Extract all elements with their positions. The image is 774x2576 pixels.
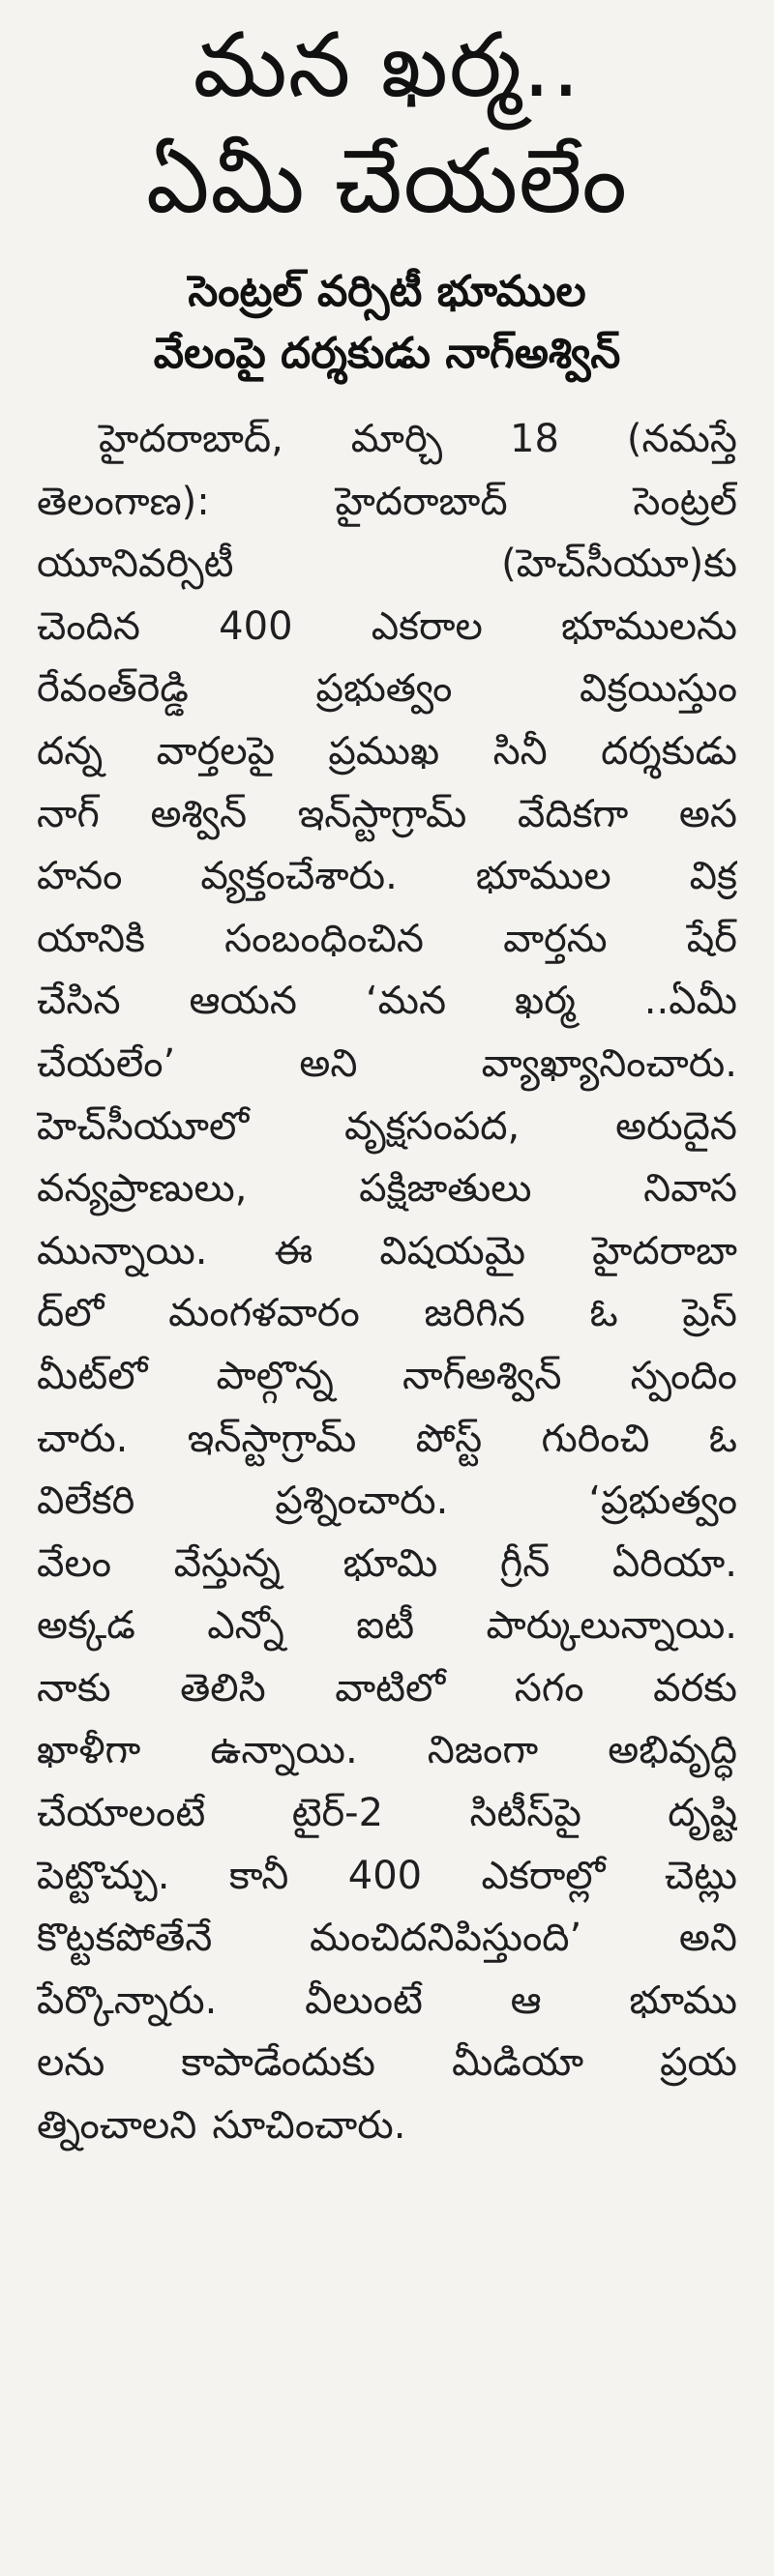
article-word: హైదరాబాద్,: [99, 417, 283, 461]
article-word: పోస్ట్: [415, 1416, 483, 1461]
article-line: [37, 1345, 737, 1408]
article-word: చేయలేం’: [37, 1040, 176, 1086]
article-word: సినీ: [492, 728, 548, 774]
article-word: యానికి: [37, 916, 145, 961]
article-line: [37, 970, 737, 1033]
article-word: నివాస: [643, 1166, 737, 1212]
subheadline: [37, 261, 737, 385]
article-word: చెందిన: [37, 603, 140, 649]
article-word: అభివృద్ధి: [608, 1728, 737, 1773]
article-word: మార్చి: [350, 417, 443, 461]
article-word: చేసిన: [37, 979, 121, 1024]
article-word: ఇన్‌స్టాగ్రామ్: [297, 791, 467, 836]
subheadline-line-1: సెంట్రల్ వర్సిటీ భూముల: [188, 267, 586, 316]
article-line: [37, 471, 737, 534]
article-word: ఏరియా.: [611, 1540, 737, 1586]
article-word: మంచిదనిపిస్తుంది’: [310, 1916, 582, 1961]
article-word: 18: [510, 417, 559, 461]
article-word: ఖర్మ: [515, 979, 576, 1024]
article-word: భూమి: [342, 1540, 438, 1586]
article-word: వరకు: [653, 1665, 737, 1711]
article-word: స్పందిం: [630, 1353, 737, 1398]
article-word: భూము: [629, 1977, 737, 2023]
article-line: [37, 1657, 737, 1720]
article-word: సెంట్రల్: [633, 479, 737, 524]
article-word: షేర్: [686, 916, 737, 961]
article-word: సగం: [514, 1665, 584, 1711]
article-word: హైదరాబా: [592, 1228, 737, 1273]
article-word: ప్రెస్: [682, 1291, 737, 1336]
article-word: మంగళవారం: [168, 1291, 360, 1336]
article-word: దృష్టి: [668, 1791, 737, 1836]
article-word: వ్యాఖ్యానించారు.: [481, 1040, 737, 1086]
article-line: [37, 1595, 737, 1657]
article-line: [37, 1719, 737, 1782]
article-word: ఎకరాల్లో: [481, 1853, 606, 1898]
article-word: నాగ్‌అశ్విన్: [402, 1353, 562, 1398]
article-word: వేలం: [37, 1540, 112, 1586]
article-word: యూనివర్సిటీ: [37, 542, 234, 587]
article-word: కాపాడేందుకు: [181, 2040, 375, 2086]
article-word: విషయమై: [379, 1228, 526, 1273]
article-word: అని: [678, 1916, 737, 1961]
article-line: [37, 1533, 737, 1595]
article-word: సంబంధించిన: [224, 916, 424, 961]
article-word: ఓ: [589, 1291, 618, 1336]
article-word: ఖాళీగా: [37, 1728, 141, 1773]
article-word: వ్యక్తంచేశారు.: [200, 854, 398, 899]
article-word: వేస్తున్న: [173, 1540, 281, 1586]
article-word: పక్షిజాతులు: [359, 1166, 532, 1212]
article-word: చారు.: [37, 1416, 129, 1461]
article-word: పార్కులున్నాయి.: [486, 1603, 737, 1649]
article-word: విక్రయిస్తుం: [580, 666, 737, 712]
article-word: వార్తను: [503, 916, 608, 961]
subheadline-line-2: వేలంపై దర్శకుడు నాగ్అశ్విన్: [153, 329, 621, 378]
article-word: ద్‌లో: [37, 1291, 104, 1336]
article-line: [37, 1033, 737, 1096]
article-word: వేదికగా: [517, 791, 629, 836]
article-line: [37, 845, 737, 908]
article-line: [37, 658, 737, 720]
article-word: వన్యప్రాణులు,: [37, 1166, 248, 1212]
article-line: [37, 1845, 737, 1908]
article-word: 400: [347, 1853, 423, 1898]
article-word: విక్ర: [689, 854, 737, 899]
article-word: నాకు: [37, 1665, 111, 1711]
article-body: [37, 408, 737, 2157]
article-word: తెలిసి: [180, 1665, 266, 1711]
article-word: వీలుంటే: [305, 1977, 423, 2023]
article-word: ‘ప్రభుత్వం: [588, 1478, 737, 1524]
article-word: వాటిలో: [335, 1665, 446, 1711]
article-word: సిటీస్‌పై: [469, 1791, 581, 1836]
article-line: [37, 1470, 737, 1533]
article-word: అశ్విన్: [150, 791, 248, 836]
article-word: హెచ్‌సీయూలో: [37, 1103, 250, 1149]
article-word: కొట్టకపోతేనే: [37, 1916, 213, 1961]
article-word: భూముల: [475, 854, 611, 899]
article-line: [37, 1907, 737, 1970]
article-line: [37, 908, 737, 971]
article-word: విలేకరి: [37, 1478, 135, 1524]
article-word: ‘మన: [365, 979, 447, 1024]
article-word: మున్నాయి.: [37, 1228, 208, 1273]
article-line: [37, 1157, 737, 1220]
article-word: త్నించాలని: [37, 2103, 197, 2149]
article-word: మీడియా: [451, 2040, 584, 2086]
article-word: పెట్టొచ్చు.: [37, 1853, 170, 1898]
article-word: ప్రశ్నించారు.: [275, 1478, 449, 1524]
article-word: ఎకరాల: [371, 603, 483, 649]
article-word: (హెచ్‌సీయూ)కు: [501, 542, 737, 587]
article-word: భూములను: [561, 603, 737, 649]
article-word: రేవంత్‌రెడ్డి: [37, 666, 189, 712]
headline: [37, 0, 737, 240]
article-word: ఉన్నాయి.: [210, 1728, 358, 1773]
article-word: హైదరాబాద్: [335, 479, 508, 524]
article-word: ఐటీ: [356, 1603, 415, 1649]
article-line: [37, 1970, 737, 2033]
article-line: [37, 783, 737, 846]
article-word: లను: [37, 2040, 105, 2086]
article-line: [37, 533, 737, 596]
article-word: అక్కడ: [37, 1603, 135, 1649]
article-line: [37, 2032, 737, 2094]
article-word: టైర్-2: [291, 1791, 384, 1836]
article-word: ప్రముఖ: [328, 728, 440, 774]
article-word: ఆయన: [189, 979, 297, 1024]
article-word: పేర్కొన్నారు.: [37, 1977, 218, 2023]
article-word: తెలంగాణ):: [37, 479, 210, 524]
article-word: పాల్గొన్న: [216, 1353, 334, 1398]
article-word: ఇన్‌స్టాగ్రామ్: [187, 1416, 357, 1461]
article-word: నిజంగా: [427, 1728, 539, 1773]
article-line: [37, 2094, 737, 2157]
headline-line-2: ఏమీ చేయలేం: [145, 130, 629, 233]
article-word: గ్రీన్: [499, 1540, 551, 1586]
article-line: [37, 1096, 737, 1158]
article-word: ఈ: [274, 1228, 313, 1273]
article-line: [37, 408, 737, 471]
article-word: మీట్‌లో: [37, 1353, 148, 1398]
article-word: ఓ: [708, 1416, 737, 1461]
article-word: హనం: [37, 854, 123, 899]
article-word: చెట్లు: [664, 1853, 737, 1898]
article-word: అరుదైన: [615, 1103, 737, 1149]
article-line: [37, 1282, 737, 1345]
article-line: [37, 720, 737, 783]
headline-line-1: మన ఖర్మ..: [193, 14, 581, 117]
article-line: [37, 596, 737, 659]
article-word: దర్శకుడు: [601, 728, 737, 774]
article-word: జరిగిన: [424, 1291, 525, 1336]
article-word: వృక్షసంపద,: [343, 1103, 521, 1149]
article-word: ప్రభుత్వం: [315, 666, 453, 712]
article-word: గురించి: [541, 1416, 650, 1461]
article-line: [37, 1782, 737, 1845]
article-word: కానీ: [228, 1853, 289, 1898]
article-word: (నమస్తే: [626, 417, 737, 461]
article-word: అస: [678, 791, 737, 836]
article-word: ఎన్నో: [207, 1603, 284, 1649]
article-word: 400: [219, 603, 293, 649]
article-word: ఆ: [510, 1977, 542, 2023]
article-word: సూచించారు.: [212, 2103, 406, 2149]
article-word: అని: [299, 1040, 358, 1086]
article-word: ..ఏమీ: [643, 979, 737, 1024]
article-word: వార్తలపై: [156, 728, 276, 774]
article-line: [37, 1408, 737, 1471]
article-word: ప్రయ: [660, 2040, 737, 2086]
article-word: దన్న: [37, 728, 104, 774]
article-line: [37, 1220, 737, 1283]
article-word: చేయాలంటే: [37, 1791, 206, 1836]
article-word: నాగ్: [37, 791, 100, 836]
